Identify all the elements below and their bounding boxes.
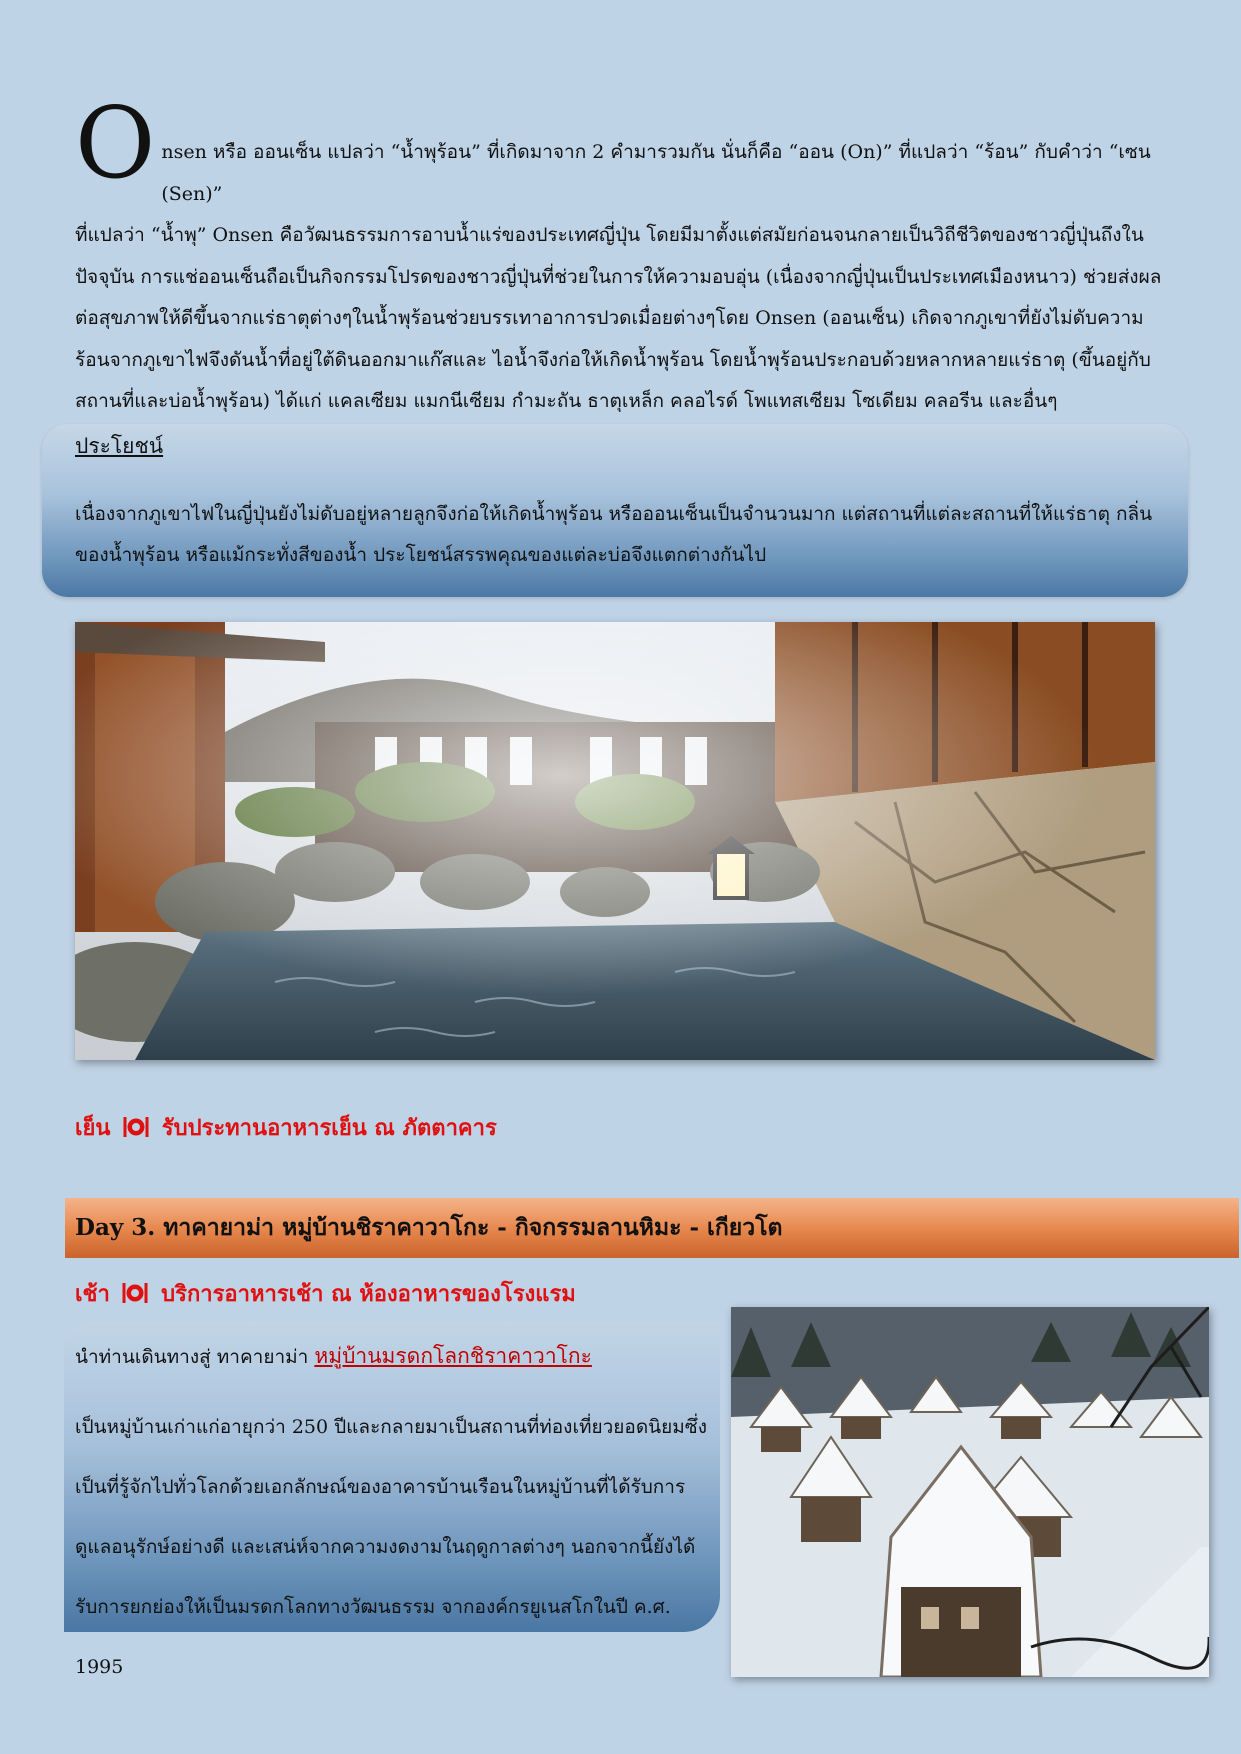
dinner-text: รับประทานอาหารเย็น ณ ภัตตาคาร <box>161 1115 497 1141</box>
benefit-body: เนื่องจากภูเขาไฟในญี่ปุ่นยังไม่ดับอยู่หลายลูกจึงก่อให้เกิดน้ำพุร้อน หรือออนเซ็นเป็นจำนวนมาก แต่สถานที่แต่ละสถานที่ให้แร่ธาตุ กลิ่นของน้ำพุร้อน หรือแม้กระทั่งสีของน้ำ ประโยชน์สรรพคุณของแต่ละบ่อจึงแตกต่างกันไป <box>75 503 1153 566</box>
onsen-photo <box>75 622 1155 1060</box>
plate-utensils-icon <box>121 1281 149 1305</box>
day-header <box>65 1198 1239 1258</box>
intro-first-line: nsen หรือ ออนเซ็น แปลว่า “น้ำพุร้อน” ที่เกิดมาจาก 2 คำมารวมกัน นั่นก็คือ “ออน (On)” ที่แปลว่า “ร้อน” กับคำว่า “เซน (Sen)” <box>161 141 1151 205</box>
village-box <box>64 1322 720 1678</box>
benefit-title: ประโยชน์ <box>75 434 164 458</box>
intro-body: ที่แปลว่า “น้ำพุ” Onsen คือวัฒนธรรมการอาบน้ำแร่ของประเทศญี่ปุ่น โดยมีมาตั้งแต่สมัยก่อนจนกลายเป็นวิถีชีวิตของชาวญี่ปุ่นถึงในปัจจุบัน การแช่ออนเซ็นถือเป็นกิจกรรมโปรดของชาวญี่ปุ่นที่ช่วยในการให้ความอบอุ่น (เนื่องจากญี่ปุ่นเป็นประเทศเมืองหนาว) ช่วยส่งผลต่อสุขภาพให้ดีขึ้นจากแร่ธาตุต่างๆในน้ำพุร้อนช่วยบรรเทาอาการปวดเมื่อยต่างๆโดย Onsen (ออนเซ็น) เกิดจากภูเขาที่ยังไม่ดับความร้อนจากภูเขาไฟจึงดันน้ำที่อยู่ใต้ดินออกมาแก๊สและ ไอน้ำจึงก่อให้เกิดน้ำพุร้อน โดยน้ำพุร้อนประกอบด้วยหลากหลายแร่ธาตุ (ขึ้นอยู่กับสถานที่และบ่อน้ำพุร้อน) ได้แก่ แคลเซียม แมกนีเซียม กำมะถัน ธาตุเหล็ก คลอไรด์ โพแทสเซียม โซเดียม คลอรีน และอื่นๆ <box>75 224 1162 412</box>
village-lead <box>75 1340 592 1373</box>
dinner-time: เย็น <box>75 1115 111 1141</box>
plate-utensils-icon <box>122 1115 150 1139</box>
village-body: เป็นหมู่บ้านเก่าแก่อายุกว่า 250 ปีและกลายมาเป็นสถานที่ท่องเที่ยวยอดนิยมซึ่งเป็นที่รู้จักไปทั่วโลกด้วยเอกลักษณ์ของอาคารบ้านเรือนในหมู่บ้านที่ได้รับการดูแลอนุรักษ์อย่างดี และเสน่ห์จากความงดงามในฤดูกาลต่างๆ นอกจากนี้ยังได้รับการยกย่องให้เป็นมรดกโลกทางวัฒนธรรม จากองค์กรยูเนสโกในปี ค.ศ. 1995 <box>75 1416 707 1678</box>
onsen-photo-illustration <box>75 622 1155 1060</box>
breakfast-time: เช้า <box>75 1281 110 1307</box>
intro-paragraph <box>75 88 1167 423</box>
village-link[interactable]: หมู่บ้านมรดกโลกชิราคาวาโกะ <box>314 1344 592 1368</box>
dinner-line <box>75 1110 497 1145</box>
breakfast-text: บริการอาหารเช้า ณ ห้องอาหารของโรงแรม <box>161 1281 576 1307</box>
village-lead-text: นำท่านเดินทางสู่ ทาคายาม่า <box>75 1346 309 1368</box>
shirakawago-photo <box>731 1307 1209 1677</box>
shirakawago-photo-illustration <box>731 1307 1209 1677</box>
drop-cap: O <box>75 87 156 201</box>
day-title: Day 3. ทาคายาม่า หมู่บ้านชิราคาวาโกะ - กิจกรรมลานหิมะ - เกียวโต <box>75 1214 783 1241</box>
breakfast-line <box>75 1276 576 1311</box>
benefit-box <box>42 424 1188 597</box>
